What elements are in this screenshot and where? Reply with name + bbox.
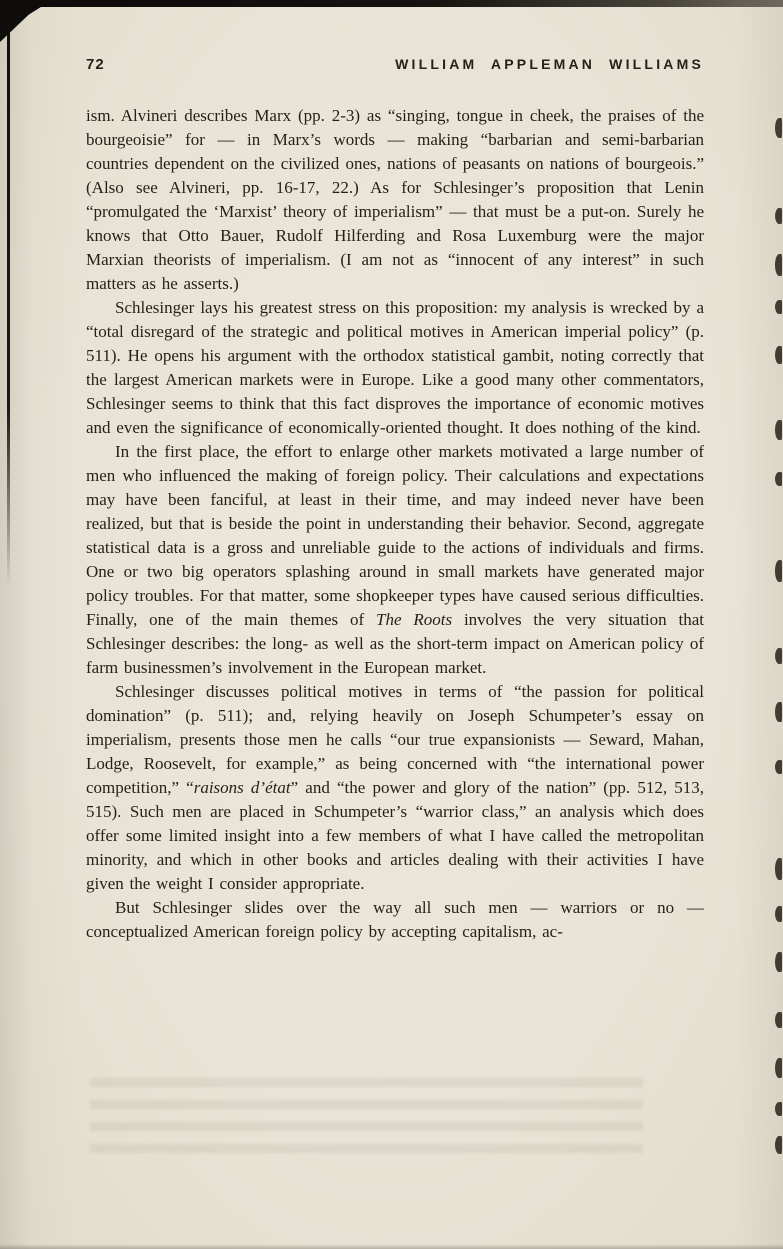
scan-edge-mark	[775, 346, 782, 364]
page-number: 72	[86, 56, 105, 73]
scan-edge-mark	[775, 1058, 782, 1078]
italic-text: raisons d’état	[193, 778, 291, 797]
scan-edge-mark	[775, 952, 782, 972]
text-segment: Schlesinger lays his greatest stress on this proposition: my analysis is wrecked by a “total disregard of the strategic and political motives in American imperial policy” (p. 511). He opens his argument with the orthodox statistical gambit, noting correctly that the largest American markets were in Europe. Like a good many other commentators, Schlesinger seems to think that this fact disproves the importance of economic motives and even the significance of economically-oriented thought. It does nothing of the kind.	[86, 298, 704, 437]
scan-edge-mark	[775, 702, 782, 722]
scan-edge-mark	[775, 648, 782, 664]
scan-edge-mark	[775, 858, 782, 880]
page-showthrough	[90, 1078, 643, 1166]
italic-text: The Roots	[376, 610, 453, 629]
scan-edge-mark	[775, 208, 782, 224]
scan-edge-mark	[775, 1102, 782, 1116]
scan-edge-mark	[775, 472, 782, 486]
text-segment: ” and “the power and glory of the nation” (pp. 512, 513, 515). Such men are placed in Schumpeter’s “warrior class,” an analysis which does offer some limited insight into a few members of what I have called the metropolitan minority, and which in other books and articles dealing with their activities I have given the weight I consider appropriate.	[86, 778, 704, 893]
paragraph	[86, 104, 704, 296]
text-segment: In the first place, the effort to enlarge other markets motivated a large number of men who influenced the making of foreign policy. Their calculations and expectations may have been fanciful, at least in their time, and may indeed never have been realized, but that is beside the point in understanding their behavior. Second, aggregate statistical data is a gross and unreliable guide to the actions of individuals and firms. One or two big operators splashing around in small markets have generated major policy troubles. For that matter, some shopkeeper types have caused serious difficulties. Finally, one of the main themes of	[86, 442, 704, 629]
scan-edge-mark	[775, 560, 782, 582]
text-segment: involves the very situation that Schlesinger describes: the long- as well as the short-term impact on American policy of farm businessmen’s involvement in the European market.	[86, 610, 704, 677]
scan-corner-mark	[0, 0, 52, 42]
scan-edge-mark	[775, 118, 782, 138]
scan-edge-left	[7, 0, 10, 586]
scan-edge-mark	[775, 760, 782, 774]
scan-edge-top	[0, 0, 783, 7]
page-content	[86, 56, 704, 944]
scan-edge-mark	[775, 1012, 782, 1028]
paragraph	[86, 296, 704, 440]
scan-edge-mark	[775, 1136, 782, 1154]
paragraph	[86, 680, 704, 896]
running-head: WILLIAM APPLEMAN WILLIAMS	[395, 56, 704, 72]
running-header	[86, 56, 704, 73]
scan-edge-mark	[775, 906, 782, 922]
body-text	[86, 104, 704, 944]
scan-edge-mark	[775, 254, 782, 276]
scan-edge-bottom	[0, 1244, 783, 1249]
scan-edge-mark	[775, 420, 782, 440]
text-segment: But Schlesinger slides over the way all such men — warriors or no — conceptualized American foreign policy by accepting capitalism, ac-	[86, 898, 704, 941]
paragraph	[86, 440, 704, 680]
paragraph	[86, 896, 704, 944]
text-segment: ism. Alvineri describes Marx (pp. 2-3) as “singing, tongue in cheek, the praises of the bourgeoisie” for — in Marx’s words — making “barbarian and semi-barbarian countries dependent on the civilized ones, nations of peasants on nations of bourgeois.” (Also see Alvineri, pp. 16-17, 22.) As for Schlesinger’s proposition that Lenin “promulgated the ‘Marxist’ theory of imperialism” — that must be a put-on. Surely he knows that Otto Bauer, Rudolf Hilferding and Rosa Luxemburg were the major Marxian theorists of imperialism. (I am not as “innocent of any interest” in such matters as he asserts.)	[86, 106, 704, 293]
text-segment: Schlesinger discusses political motives in terms of “the passion for political domination” (p. 511); and, relying heavily on Joseph Schumpeter’s essay on imperialism, presents those men he calls “our true expansionists — Seward, Mahan, Lodge, Roosevelt, for example,” as being concerned with “the international power competition,” “	[86, 682, 704, 797]
scan-edge-mark	[775, 300, 782, 314]
